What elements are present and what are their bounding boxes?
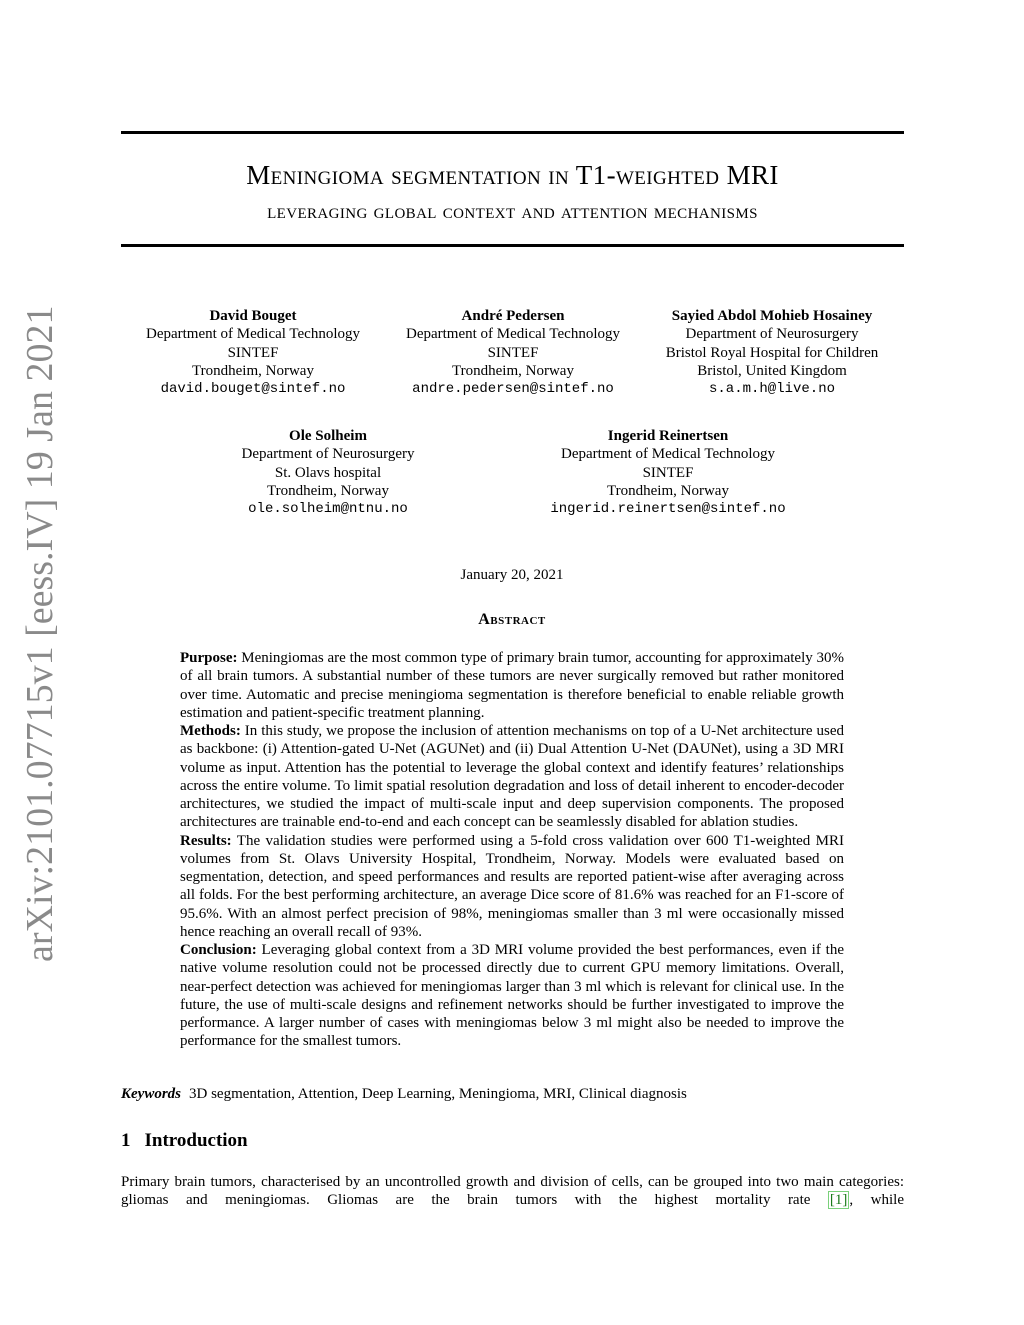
author-organization: SINTEF (227, 344, 279, 361)
author-organization: Bristol Royal Hospital for Children (665, 344, 879, 361)
author-email-link[interactable]: andre.pedersen@sintef.no (412, 381, 614, 398)
abstract-results-text: The validation studies were performed using a 5-fold cross validation over 600 T1-weighted MRI volumes from St. Olavs University Hospital, Trondheim, Norway. Models were evaluated based on segmentation, detection, and speed performances and results are reported patient-wise after averaging across all folds. For the best performing architecture, an average Dice score of 81.6% was reached for an F1-score of 95.6%. With an almost perfect precision of 98%, meningiomas smaller than 3 ml were occasionally missed hence reaching an overall recall of 93%. (180, 832, 844, 940)
abstract-methods (180, 722, 844, 832)
title-rule-bottom (121, 244, 904, 247)
author-block (363, 307, 663, 398)
author-email-link[interactable]: ole.solheim@ntnu.no (248, 501, 408, 518)
abstract-purpose-text: Meningiomas are the most common type of primary brain tumor, accounting for approximately 30% of all brain tumors. A substantial number of these tumors are never surgically removed but rather monitored over time. Automatic and precise meningioma segmentation is therefore beneficial to enable reliable growth estimation and patient-specific treatment planning. (180, 650, 844, 721)
keywords-label: Keywords (121, 1086, 181, 1102)
author-name: Ingerid Reinertsen (607, 428, 729, 444)
author-block (622, 307, 922, 398)
author-name: André Pedersen (461, 308, 565, 324)
abstract-conclusion-text: Leveraging global context from a 3D MRI volume provided the best performances, even if the native volume resolution could not be processed directly due to current GPU memory limitations. Overall, near-perfect detection was achieved for meningiomas larger than 3 ml which is relevant for clinical use. In the future, the use of multi-scale designs and refinement networks should be further investigated to improve the performance. A larger number of cases with meningiomas below 3 ml might also be needed to improve the performance for the smallest tumors. (180, 942, 844, 1050)
author-department: Department of Neurosurgery (685, 326, 859, 343)
author-location: Trondheim, Norway (452, 362, 574, 379)
abstract-results (180, 832, 844, 942)
abstract-conclusion-label: Conclusion: (180, 942, 257, 958)
section-heading-introduction (121, 1130, 248, 1152)
author-email-link[interactable]: s.a.m.h@live.no (708, 381, 836, 398)
author-department: Department of Neurosurgery (241, 446, 415, 463)
paper-title-line-2: leveraging global context and attention mechanisms (267, 198, 758, 223)
intro-text-cont: , while (849, 1192, 904, 1209)
title-rule-top (121, 131, 904, 134)
abstract-conclusion (180, 941, 844, 1051)
author-name: Sayied Abdol Mohieb Hosainey (671, 308, 873, 324)
author-block (518, 427, 818, 518)
author-organization: St. Olavs hospital (274, 464, 382, 481)
author-department: Department of Medical Technology (405, 326, 621, 343)
paper-date: January 20, 2021 (460, 567, 564, 583)
paper-title-line-1: Meningioma segmentation in T1-weighted MRI (246, 160, 779, 190)
author-email-link[interactable]: david.bouget@sintef.no (160, 381, 346, 398)
abstract-heading: Abstract (478, 611, 546, 628)
abstract-methods-label: Methods: (180, 723, 241, 739)
author-location: Trondheim, Norway (192, 362, 314, 379)
abstract-purpose (180, 649, 844, 722)
introduction-paragraph (121, 1173, 904, 1210)
author-organization: SINTEF (487, 344, 539, 361)
author-location: Trondheim, Norway (607, 482, 729, 499)
abstract-results-label: Results: (180, 832, 232, 849)
intro-text: Primary brain tumors, characterised by an uncontrolled growth and division of cells, can be grouped into two main categories: gliomas and meningiomas. Gliomas are the brain tumors with the highest mortality rate (121, 1174, 904, 1209)
author-block (103, 307, 403, 398)
abstract-methods-text: In this study, we propose the inclusion of attention mechanisms on top of a U-Net architecture used as backbone: (i) Attention-gated U-Net (AGUNet) and (ii) Dual Attention U-Net (DAUNet), using a 3D MRI volume as input. Attention has the potential to leverage the global context and identify features’ relationships across the entire volume. To limit spatial resolution degradation and loss of detail inherent to encoder-decoder architectures, we studied the impact of multi-scale input and deep supervision components. The proposed architectures are trainable end-to-end and each concept can be seamlessly disabled for ablation studies. (180, 723, 844, 831)
author-department: Department of Medical Technology (560, 446, 776, 463)
author-name: David Bouget (209, 308, 297, 324)
author-name: Ole Solheim (289, 428, 367, 444)
author-block (178, 427, 478, 518)
keywords (121, 1086, 904, 1103)
author-location: Bristol, United Kingdom (697, 362, 847, 379)
section-number: 1 (121, 1130, 131, 1151)
abstract-body (180, 649, 844, 1051)
section-title: Introduction (144, 1130, 248, 1151)
author-department: Department of Medical Technology (145, 326, 361, 343)
author-email-link[interactable]: ingerid.reinertsen@sintef.no (550, 501, 786, 518)
author-organization: SINTEF (642, 464, 694, 481)
arxiv-stamp: arXiv:2101.07715v1 [eess.IV] 19 Jan 2021 (19, 305, 61, 962)
keywords-text: 3D segmentation, Attention, Deep Learning, Meningioma, MRI, Clinical diagnosis (189, 1086, 687, 1102)
author-location: Trondheim, Norway (267, 482, 389, 499)
citation-link[interactable]: [1] (829, 1192, 848, 1209)
abstract-purpose-label: Purpose: (180, 650, 238, 666)
